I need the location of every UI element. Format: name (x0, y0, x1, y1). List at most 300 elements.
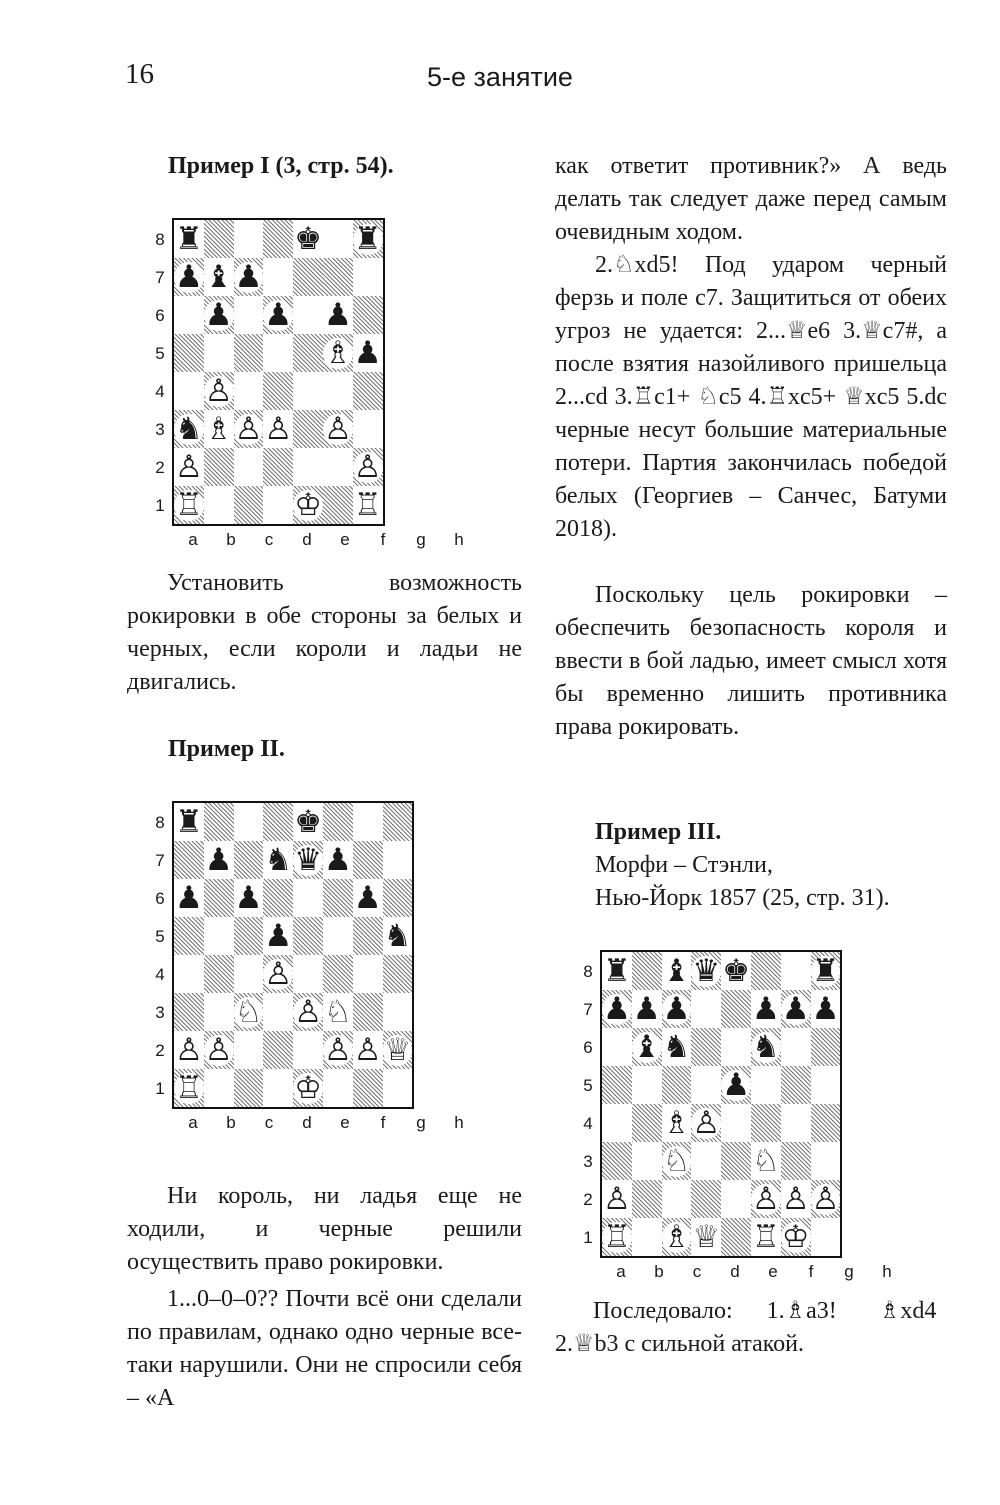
square-a7 (173, 841, 204, 879)
square-h6 (353, 296, 384, 334)
square-b2 (632, 1180, 662, 1218)
square-g4 (323, 372, 353, 410)
square-e7 (293, 258, 323, 296)
square-g1 (781, 1218, 811, 1257)
white-pawn-icon: ♙ (175, 448, 203, 485)
square-b7 (204, 841, 234, 879)
black-pawn-icon: ♟ (204, 296, 233, 333)
white-pawn-icon: ♙ (603, 1180, 631, 1217)
square-c4 (234, 955, 264, 993)
square-c4 (662, 1104, 692, 1142)
square-f6 (751, 1028, 781, 1066)
square-e7 (721, 990, 751, 1028)
square-h8 (353, 219, 384, 258)
white-knight-icon: ♘ (323, 993, 352, 1030)
square-h3 (383, 993, 414, 1031)
square-h3 (353, 410, 384, 448)
square-h7 (353, 258, 384, 296)
rank-label: 8 (155, 813, 165, 832)
square-f7 (751, 990, 781, 1028)
square-e8 (293, 219, 323, 258)
square-f5 (323, 917, 353, 955)
square-g7 (323, 258, 353, 296)
square-g6 (353, 879, 383, 917)
moves-line-1 (555, 1295, 947, 1328)
square-b2 (204, 448, 234, 486)
file-label: d (730, 1262, 740, 1281)
file-label: a (188, 1113, 198, 1132)
square-c8 (662, 951, 692, 990)
file-label: d (302, 1113, 312, 1132)
white-pawn-icon: ♙ (264, 955, 293, 992)
square-h4 (383, 955, 414, 993)
square-e5 (721, 1066, 751, 1104)
square-c2 (234, 1031, 264, 1069)
square-g5 (781, 1066, 811, 1104)
white-pawn-icon: ♙ (353, 1031, 382, 1068)
rank-label: 3 (583, 1152, 593, 1171)
square-a2 (601, 1180, 632, 1218)
continuation-text: как ответит противник?» А ведь делать так следует даже перед самым очевидным ходом. (555, 153, 947, 245)
square-b1 (632, 1218, 662, 1257)
example2-text-block (127, 1180, 522, 1415)
white-queen-icon: ♕ (692, 1218, 721, 1255)
rank-label: 4 (155, 965, 165, 984)
square-e3 (721, 1142, 751, 1180)
white-bishop-icon: ♗ (662, 1104, 691, 1141)
square-a5 (173, 917, 204, 955)
square-c6 (234, 296, 264, 334)
example1-text: Установить возможность рокировки в обе стороны за белых и черных, если короли и ладьи не двигались. (127, 570, 522, 695)
square-h8 (811, 951, 842, 990)
file-label: c (264, 1113, 274, 1132)
square-g2 (353, 1031, 383, 1069)
black-pawn-icon: ♟ (234, 879, 263, 916)
square-d4 (691, 1104, 721, 1142)
square-d3 (263, 993, 293, 1031)
rank-label: 1 (155, 496, 165, 515)
square-a1 (173, 1069, 204, 1108)
square-f2 (751, 1180, 781, 1218)
white-king-icon: ♔ (294, 1069, 322, 1106)
rank-label: 5 (155, 344, 165, 363)
black-rook-icon: ♜ (353, 220, 382, 257)
square-b5 (632, 1066, 662, 1104)
square-e2 (721, 1180, 751, 1218)
white-pawn-icon: ♙ (353, 448, 382, 485)
square-e4 (721, 1104, 751, 1142)
rank-label: 2 (155, 458, 165, 477)
white-bishop-icon: ♗ (323, 334, 352, 371)
square-h3 (811, 1142, 842, 1180)
square-c1 (662, 1218, 692, 1257)
square-e1 (721, 1218, 751, 1257)
square-g2 (323, 448, 353, 486)
black-king-icon: ♚ (722, 952, 750, 989)
file-label: a (188, 530, 198, 549)
square-c2 (234, 448, 264, 486)
file-label: h (454, 530, 464, 549)
black-rook-icon: ♜ (175, 803, 203, 840)
square-c6 (662, 1028, 692, 1066)
white-pawn-icon: ♙ (323, 410, 352, 447)
square-g6 (781, 1028, 811, 1066)
square-b1 (204, 486, 234, 525)
example2-title: Пример II. (168, 736, 285, 762)
square-g4 (781, 1104, 811, 1142)
white-knight-icon: ♘ (751, 1142, 780, 1179)
square-a3 (601, 1142, 632, 1180)
black-pawn-icon: ♟ (175, 258, 203, 295)
file-label: b (226, 530, 236, 549)
square-c7 (662, 990, 692, 1028)
square-c8 (234, 802, 264, 841)
move-1-reply: ♗xd4 (878, 1298, 937, 1324)
square-b1 (204, 1069, 234, 1108)
square-g5 (353, 917, 383, 955)
rank-label: 4 (583, 1114, 593, 1133)
square-f6 (323, 879, 353, 917)
square-g5 (323, 334, 353, 372)
square-d7 (263, 841, 293, 879)
square-d2 (263, 448, 293, 486)
white-king-icon: ♔ (781, 1218, 810, 1255)
square-d2 (691, 1180, 721, 1218)
square-h5 (811, 1066, 842, 1104)
example2-paragraph-2: 1...0–0–0?? Почти всё они сделали по правилам, однако одно черные все-таки нарушили. Они не спросили себя – «А (127, 1286, 522, 1411)
square-g7 (353, 841, 383, 879)
square-a7 (173, 258, 204, 296)
white-pawn-icon: ♙ (323, 1031, 352, 1068)
square-b3 (632, 1142, 662, 1180)
black-pawn-icon: ♟ (781, 990, 810, 1027)
white-bishop-icon: ♗ (204, 410, 233, 447)
square-e1 (293, 486, 323, 525)
black-pawn-icon: ♟ (353, 334, 382, 371)
square-c3 (234, 410, 264, 448)
white-rook-icon: ♖ (751, 1218, 780, 1255)
square-e6 (293, 879, 323, 917)
example3-event: Нью-Йорк 1857 (25, стр. 31). (595, 885, 890, 911)
square-b4 (204, 372, 234, 410)
square-a1 (601, 1218, 632, 1257)
example3-chessboard (600, 950, 842, 1258)
analysis-text: 2.♘xd5! Под ударом черный ферзь и поле c7. Защититься от обеих угроз не удается: 2...♕e6 3.♕c7#, а после взятия назойливого пришельца 2...cd 3.♖c1+ ♘c5 4.♖xc5+ ♕xc5 5.dc черные несут большие материальные потери. Партия закончилась победой белых (Георгиев – Санчес, Батуми 2018). (555, 252, 947, 542)
square-e3 (293, 410, 323, 448)
file-label: g (844, 1262, 854, 1281)
square-f8 (323, 802, 353, 841)
white-pawn-icon: ♙ (781, 1180, 810, 1217)
square-f4 (751, 1104, 781, 1142)
square-a2 (173, 448, 204, 486)
square-d8 (691, 951, 721, 990)
example3-title: Пример III. (595, 819, 722, 845)
square-h7 (811, 990, 842, 1028)
black-bishop-icon: ♝ (204, 258, 233, 295)
example1-title: Пример I (3, стр. 54). (168, 153, 394, 179)
square-e2 (293, 1031, 323, 1069)
square-e4 (293, 372, 323, 410)
square-h1 (811, 1218, 842, 1257)
white-king-icon: ♔ (294, 486, 322, 523)
black-pawn-icon: ♟ (751, 990, 780, 1027)
file-label: d (302, 530, 312, 549)
rank-label: 6 (155, 306, 165, 325)
square-a3 (173, 410, 204, 448)
black-pawn-icon: ♟ (722, 1066, 750, 1103)
black-bishop-icon: ♝ (632, 1028, 661, 1065)
square-c3 (234, 993, 264, 1031)
rank-label: 6 (155, 889, 165, 908)
square-d6 (263, 879, 293, 917)
square-h2 (811, 1180, 842, 1218)
square-d4 (263, 955, 293, 993)
rank-label: 5 (155, 927, 165, 946)
square-b6 (632, 1028, 662, 1066)
square-d1 (263, 486, 293, 525)
file-label: g (416, 530, 426, 549)
square-c4 (234, 372, 264, 410)
square-b8 (204, 219, 234, 258)
square-e3 (293, 993, 323, 1031)
square-e4 (293, 955, 323, 993)
square-a6 (173, 296, 204, 334)
square-d8 (263, 802, 293, 841)
square-c8 (234, 219, 264, 258)
square-g8 (781, 951, 811, 990)
square-a1 (173, 486, 204, 525)
square-c6 (234, 879, 264, 917)
square-a8 (601, 951, 632, 990)
square-d7 (691, 990, 721, 1028)
square-g8 (323, 219, 353, 258)
black-knight-icon: ♞ (175, 410, 203, 447)
file-label: g (416, 1113, 426, 1132)
square-h6 (811, 1028, 842, 1066)
square-c5 (662, 1066, 692, 1104)
square-h8 (383, 802, 414, 841)
square-d7 (263, 258, 293, 296)
square-f4 (323, 955, 353, 993)
black-knight-icon: ♞ (264, 841, 293, 878)
white-bishop-icon: ♗ (662, 1218, 691, 1255)
black-queen-icon: ♛ (692, 952, 721, 989)
file-label: e (340, 1113, 350, 1132)
square-b8 (204, 802, 234, 841)
black-pawn-icon: ♟ (264, 917, 293, 954)
black-pawn-icon: ♟ (603, 990, 631, 1027)
rank-label: 3 (155, 420, 165, 439)
square-h4 (811, 1104, 842, 1142)
square-b4 (632, 1104, 662, 1142)
square-f1 (323, 1069, 353, 1108)
example1-text-block (127, 567, 522, 699)
rank-label: 6 (583, 1038, 593, 1057)
square-a6 (601, 1028, 632, 1066)
square-g6 (323, 296, 353, 334)
square-h1 (353, 486, 384, 525)
square-a8 (173, 219, 204, 258)
square-d8 (263, 219, 293, 258)
square-c1 (234, 486, 264, 525)
black-king-icon: ♚ (294, 220, 322, 257)
square-h5 (383, 917, 414, 955)
example3-moves (555, 1295, 947, 1361)
black-pawn-icon: ♟ (353, 879, 382, 916)
file-label: f (380, 530, 386, 549)
square-g1 (353, 1069, 383, 1108)
square-a4 (173, 955, 204, 993)
square-f2 (323, 1031, 353, 1069)
white-pawn-icon: ♙ (692, 1104, 721, 1141)
rank-label: 1 (155, 1079, 165, 1098)
square-g3 (781, 1142, 811, 1180)
black-knight-icon: ♞ (383, 917, 412, 954)
white-pawn-icon: ♙ (294, 993, 322, 1030)
square-d6 (263, 296, 293, 334)
square-b3 (204, 993, 234, 1031)
black-pawn-icon: ♟ (811, 990, 840, 1027)
file-label: a (616, 1262, 626, 1281)
black-pawn-icon: ♟ (175, 879, 203, 916)
rank-label: 5 (583, 1076, 593, 1095)
square-e8 (721, 951, 751, 990)
file-label: h (454, 1113, 464, 1132)
rank-label: 8 (583, 962, 593, 981)
square-a8 (173, 802, 204, 841)
white-knight-icon: ♘ (234, 993, 263, 1030)
square-d5 (263, 917, 293, 955)
square-a2 (173, 1031, 204, 1069)
square-f3 (323, 993, 353, 1031)
square-b7 (204, 258, 234, 296)
file-label: h (882, 1262, 892, 1281)
page-number: 16 (125, 58, 154, 90)
square-e1 (293, 1069, 323, 1108)
square-e6 (293, 296, 323, 334)
example2-paragraph-1: Ни король, ни ладья еще не ходили, и черные решили осуществить право рокировки. (127, 1183, 522, 1275)
white-rook-icon: ♖ (353, 486, 382, 523)
square-a6 (173, 879, 204, 917)
square-h5 (353, 334, 384, 372)
square-c7 (234, 258, 264, 296)
white-pawn-icon: ♙ (204, 1031, 233, 1068)
black-king-icon: ♚ (294, 803, 322, 840)
rank-label: 7 (155, 851, 165, 870)
rank-label: 3 (155, 1003, 165, 1022)
square-h4 (353, 372, 384, 410)
square-g3 (323, 410, 353, 448)
rank-label: 8 (155, 230, 165, 249)
square-d2 (263, 1031, 293, 1069)
rank-label: 4 (155, 382, 165, 401)
white-queen-icon: ♕ (383, 1031, 412, 1068)
square-c1 (234, 1069, 264, 1108)
moves-label: Последовало: (593, 1298, 733, 1324)
square-d3 (691, 1142, 721, 1180)
example2-chessboard (172, 801, 414, 1109)
black-knight-icon: ♞ (662, 1028, 691, 1065)
square-b7 (632, 990, 662, 1028)
file-label: f (380, 1113, 386, 1132)
black-bishop-icon: ♝ (662, 952, 691, 989)
black-pawn-icon: ♟ (662, 990, 691, 1027)
white-rook-icon: ♖ (175, 1069, 203, 1106)
black-rook-icon: ♜ (175, 220, 203, 257)
square-e5 (293, 917, 323, 955)
square-a7 (601, 990, 632, 1028)
black-rook-icon: ♜ (811, 952, 840, 989)
square-a4 (601, 1104, 632, 1142)
white-rook-icon: ♖ (175, 486, 203, 523)
square-b5 (204, 334, 234, 372)
rank-label: 7 (583, 1000, 593, 1019)
square-b8 (632, 951, 662, 990)
square-g2 (781, 1180, 811, 1218)
square-f8 (751, 951, 781, 990)
square-c3 (662, 1142, 692, 1180)
file-label: e (340, 530, 350, 549)
rank-label: 2 (583, 1190, 593, 1209)
square-d1 (691, 1218, 721, 1257)
square-b2 (204, 1031, 234, 1069)
square-e6 (721, 1028, 751, 1066)
square-h7 (383, 841, 414, 879)
white-knight-icon: ♘ (662, 1142, 691, 1179)
black-pawn-icon: ♟ (632, 990, 661, 1027)
square-d6 (691, 1028, 721, 1066)
square-g1 (323, 486, 353, 525)
white-pawn-icon: ♙ (204, 372, 233, 409)
file-label: f (808, 1262, 814, 1281)
square-g7 (781, 990, 811, 1028)
square-a5 (173, 334, 204, 372)
square-d3 (263, 410, 293, 448)
square-g8 (353, 802, 383, 841)
white-pawn-icon: ♙ (811, 1180, 840, 1217)
black-rook-icon: ♜ (603, 952, 631, 989)
square-g3 (353, 993, 383, 1031)
square-h1 (383, 1069, 414, 1108)
square-b5 (204, 917, 234, 955)
square-e5 (293, 334, 323, 372)
square-g4 (353, 955, 383, 993)
black-knight-icon: ♞ (751, 1028, 780, 1065)
square-f3 (751, 1142, 781, 1180)
square-a3 (173, 993, 204, 1031)
file-label: e (768, 1262, 778, 1281)
example1-chessboard (172, 218, 385, 526)
square-f7 (323, 841, 353, 879)
square-e2 (293, 448, 323, 486)
black-pawn-icon: ♟ (264, 296, 293, 333)
square-d4 (263, 372, 293, 410)
square-e7 (293, 841, 323, 879)
square-c5 (234, 917, 264, 955)
black-pawn-icon: ♟ (234, 258, 263, 295)
square-d5 (691, 1066, 721, 1104)
black-pawn-icon: ♟ (323, 841, 352, 878)
square-h2 (383, 1031, 414, 1069)
square-b3 (204, 410, 234, 448)
square-b6 (204, 296, 234, 334)
file-label: b (226, 1113, 236, 1132)
castling-note: Поскольку цель рокировки – обеспечить безопасность короля и ввести в бой ладью, имеет смысл хотя бы временно лишить противника права рокировать. (555, 582, 947, 740)
square-h2 (353, 448, 384, 486)
white-pawn-icon: ♙ (175, 1031, 203, 1068)
white-pawn-icon: ♙ (264, 410, 293, 447)
right-text-block (555, 150, 947, 744)
